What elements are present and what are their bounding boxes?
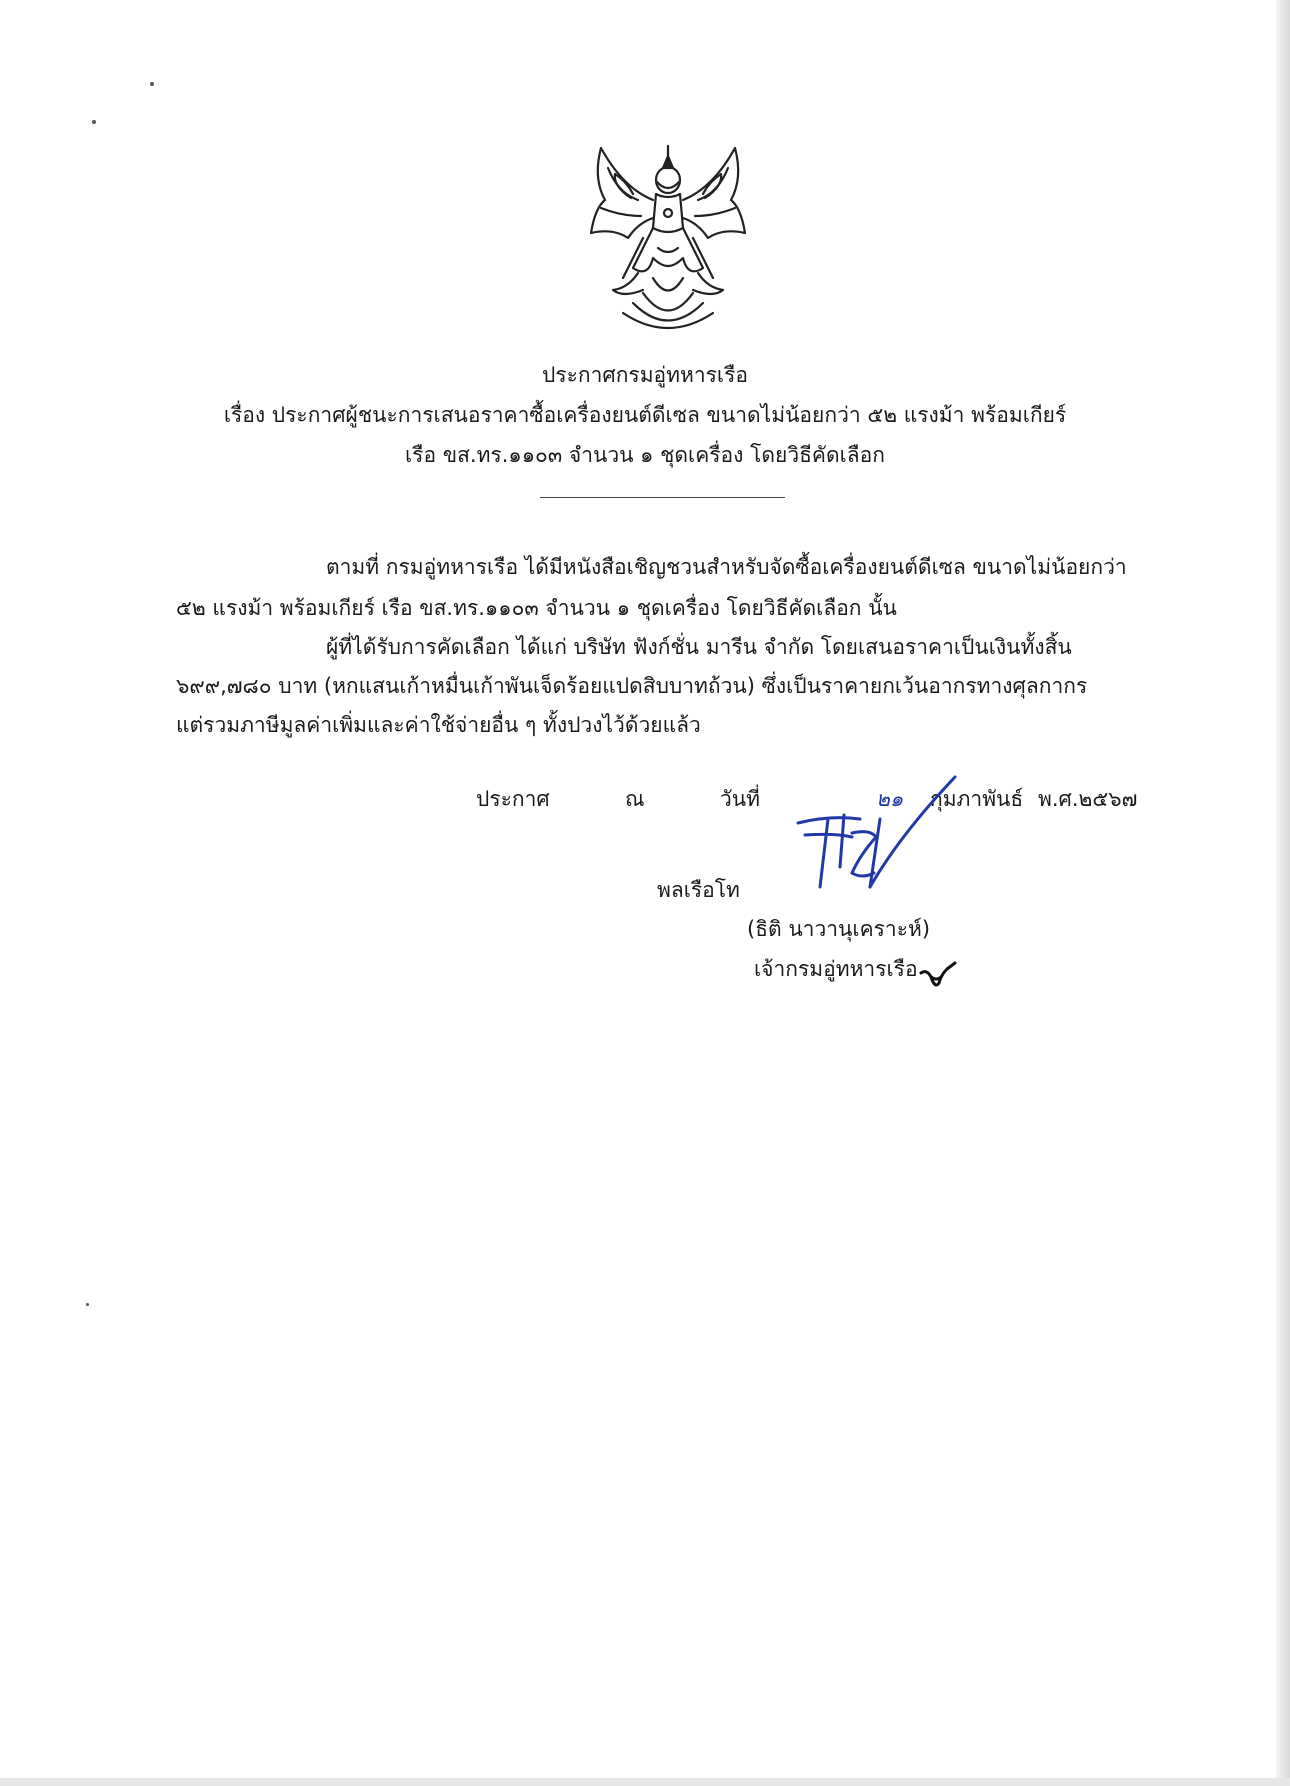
scan-speck	[86, 1303, 89, 1306]
signatory-rank: พลเรือโท	[657, 878, 740, 902]
body-paragraph-1-line-1: ตามที่ กรมอู่ทหารเรือ ได้มีหนังสือเชิญชวนสำหรับจัดซื้อเครื่องยนต์ดีเซล ขนาดไม่น้อยกว่า	[326, 555, 1127, 579]
signatory-name: (ธิติ นาวานุเคราะห์)	[747, 917, 931, 941]
declaration-year: พ.ศ.๒๕๖๗	[1038, 787, 1138, 811]
body-paragraph-2-line-2: ๖๙๙,๗๘๐ บาท (หกแสนเก้าหมื่นเก้าพันเจ็ดร้อยแปดสิบบาทถ้วน) ซึ่งเป็นราคายกเว้นอากรทางศุลกากร	[176, 674, 1088, 698]
scan-edge-bottom	[0, 1778, 1290, 1786]
scan-speck	[92, 120, 96, 124]
declaration-at-label: ณ	[625, 787, 645, 811]
declaration-announce-label: ประกาศ	[476, 787, 550, 811]
scan-edge-right	[1276, 0, 1290, 1786]
announcement-organization: ประกาศกรมอู่ทหารเรือ	[541, 363, 748, 387]
body-paragraph-2-line-3: แต่รวมภาษีมูลค่าเพิ่มและค่าใช้จ่ายอื่น ๆ ทั้งปวงไว้ด้วยแล้ว	[176, 713, 701, 737]
signature-icon	[790, 775, 960, 895]
title-divider	[540, 497, 785, 498]
signatory-position: เจ้ากรมอู่ทหารเรือ	[754, 957, 918, 981]
garuda-emblem-icon	[583, 138, 753, 338]
declaration-month: กุมภาพันธ์	[930, 787, 1024, 811]
announcement-subject-line2: เรือ ขส.ทร.๑๑๐๓ จำนวน ๑ ชุดเครื่อง โดยวิธีคัดเลือก	[404, 443, 885, 467]
declaration-date-label: วันที่	[720, 787, 760, 811]
scan-speck	[150, 82, 154, 86]
body-paragraph-2-line-1: ผู้ที่ได้รับการคัดเลือก ได้แก่ บริษัท ฟังก์ชั่น มารีน จำกัด โดยเสนอราคาเป็นเงินทั้งสิ้น	[326, 635, 1072, 659]
body-paragraph-1-line-2: ๕๒ แรงม้า พร้อมเกียร์ เรือ ขส.ทร.๑๑๐๓ จำนวน ๑ ชุดเครื่อง โดยวิธีคัดเลือก นั้น	[176, 596, 897, 620]
declaration-day-handwritten: ๒๑	[876, 787, 904, 811]
announcement-subject: เรื่อง ประกาศผู้ชนะการเสนอราคาซื้อเครื่องยนต์ดีเซล ขนาดไม่น้อยกว่า ๕๒ แรงม้า พร้อมเกียร์	[223, 403, 1067, 427]
initial-mark-icon	[917, 955, 957, 995]
